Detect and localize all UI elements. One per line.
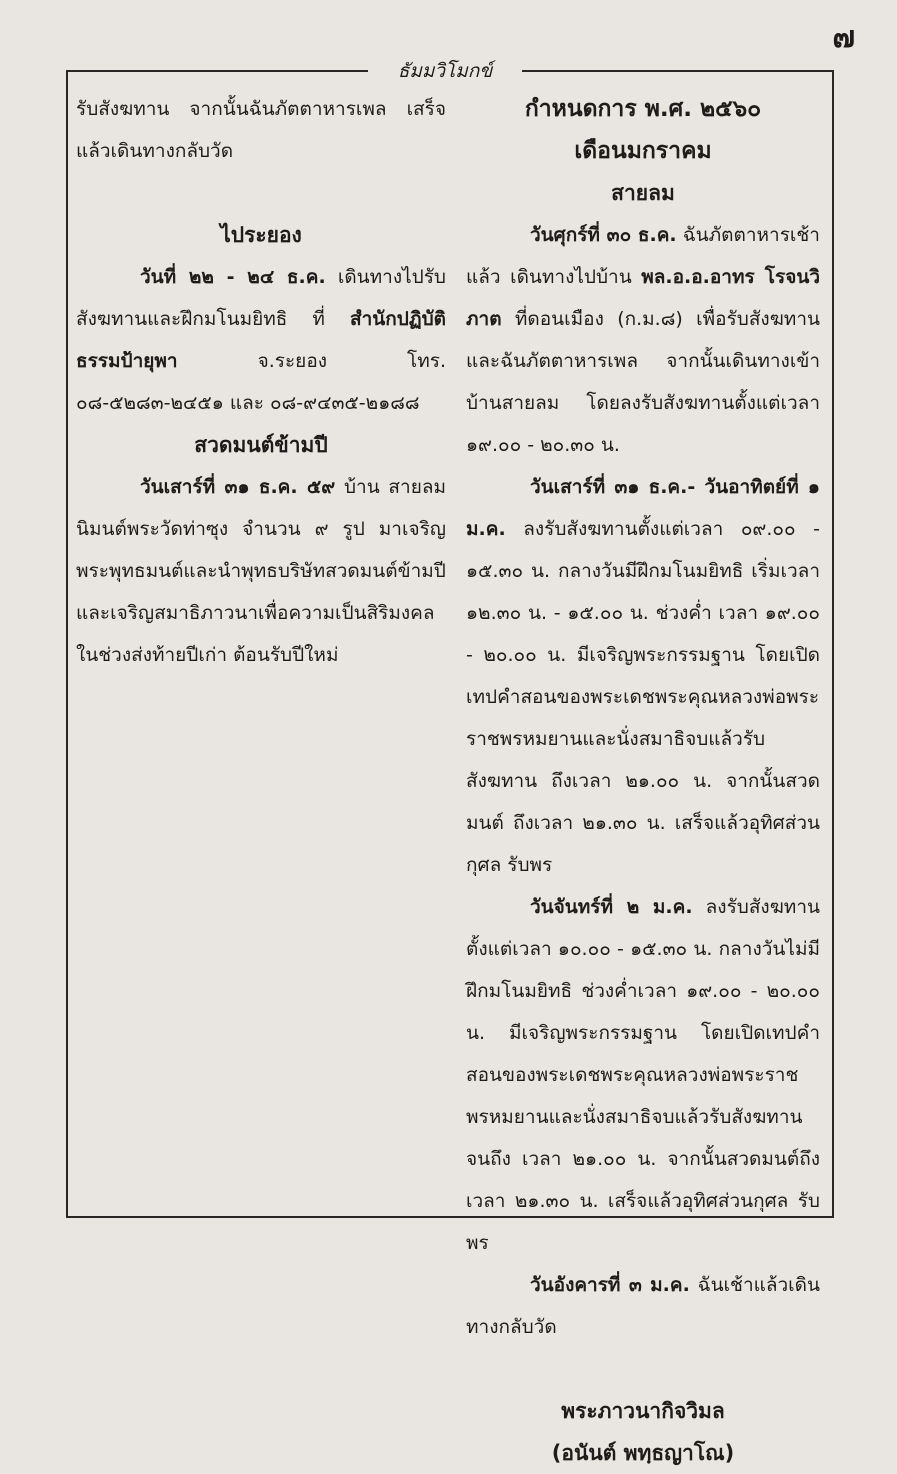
schedule-title: กำหนดการ พ.ศ. ๒๕๖๐ [524, 96, 762, 122]
intro-paragraph: รับสังฆทาน จากนั้นฉันภัตตาหารเพล เสร็จแล้วเดินทางกลับวัด [76, 98, 446, 162]
paragraph-text: บ้าน สายลม นิมนต์พระวัดท่าซุง จำนวน ๙ รูป มาเจริญพระพุทธมนต์และนำพุทธบริษัทสวดมนต์ข้ามปี และเจริญสมาธิภาวนาเพื่อความเป็นสิริมงคลในช่วงส่งท้ายปีเก่า ต้อนรับปีใหม่ [76, 476, 447, 666]
paragraph-text: ที่ดอนเมือง (ก.ม.๘) เพื่อรับสังฆทานและฉันภัตตาหารเพล จากนั้นเดินทางเข้าบ้านสายลม โดยลงรับสังฆทานตั้งแต่เวลา ๑๙.๐๐ - ๒๐.๓๐ น. [466, 308, 820, 456]
paragraph-text: ลงรับสังฆทาน ตั้งแต่เวลา ๑๐.๐๐ - ๑๕.๓๐ น. กลางวันไม่มีฝึกมโนมยิทธิ ช่วงค่ำเวลา ๑๙.๐๐ - ๒๐.๐๐ น. มีเจริญพระกรรมฐาน โดยเปิดเทปคำสอนของพระเดชพระคุณหลวงพ่อพระราชพรหมยานและนั่งสมาธิจบแล้วรับสังฆทานจนถึง เวลา ๒๑.๐๐ น. จากนั้นสวดมนต์ถึงเวลา ๒๑.๓๐ น. เสร็จแล้วอุทิศส่วนกุศล รับพร [466, 896, 820, 1254]
section-heading-rayong: ไประยอง [220, 223, 302, 247]
date-lead: วันที่ ๒๒ - ๒๔ ธ.ค. [140, 266, 326, 288]
date-lead: วันเสาร์ที่ ๓๑ ธ.ค. ๕๙ [140, 476, 336, 498]
paragraph-text: ลงรับสังฆทานตั้งแต่เวลา ๐๙.๐๐ - ๑๕.๓๐ น. กลางวันมีฝึกมโนมยิทธิ เริ่มเวลา ๑๒.๓๐ น. - ๑๕.๐๐ น. ช่วงค่ำ เวลา ๑๙.๐๐ - ๒๐.๐๐ น. มีเจริญพระกรรมฐาน โดยเปิดเทปคำสอนของพระเดชพระคุณหลวงพ่อพระราชพรหมยานและนั่งสมาธิจบแล้วรับสังฆทาน ถึงเวลา ๒๑.๐๐ น. จากนั้นสวดมนต์ ถึงเวลา ๒๑.๓๐ น. เสร็จแล้วอุทิศส่วนกุศล รับพร [466, 518, 820, 876]
date-lead: วันจันทร์ที่ ๒ ม.ค. [530, 896, 693, 918]
right-column [466, 88, 820, 1465]
schedule-item-monday [466, 886, 820, 1264]
chanting-paragraph [76, 466, 446, 676]
paragraph-text: ฉันเช้าแล้วเดินทางกลับวัด [466, 1274, 820, 1338]
signature-subtitle: (อนันต์ พทฺธญาโณ) [551, 1441, 735, 1465]
host-name: พล.อ.อ.อาทร โรจนวิภาต [466, 266, 820, 330]
header-rule-right [522, 70, 832, 72]
page-number: ๗ [832, 20, 855, 55]
header-rule-left [68, 70, 368, 72]
page-frame [66, 60, 834, 1465]
paragraph-text: จ.ระยอง โทร. ๐๘-๕๒๘๓-๒๔๕๑ และ ๐๘-๙๔๓๕-๒๑๘๘ [76, 350, 446, 414]
schedule-item-saturday [466, 466, 820, 886]
signature-name: พระภาวนากิจวิมล [561, 1399, 725, 1423]
schedule-item-tuesday [466, 1264, 820, 1348]
date-lead: วันศุกร์ที่ ๓๐ ธ.ค. [530, 224, 677, 246]
left-column [76, 88, 446, 1196]
rayong-paragraph [76, 256, 446, 424]
place-name: สำนักปฏิบัติธรรมป้ายุพา [76, 308, 446, 372]
place-heading: สายลม [611, 181, 675, 205]
running-head: ธัมมวิโมกข์ [397, 60, 493, 82]
schedule-item-friday [466, 214, 820, 466]
paragraph-text: เดินทางไปรับสังฆทานและฝึกมโนมยิทธิ ที่ [76, 266, 446, 330]
date-lead: วันเสาร์ที่ ๓๑ ธ.ค.- วันอาทิตย์ที่ ๑ ม.ค. [466, 476, 820, 540]
date-lead: วันอังคารที่ ๓ ม.ค. [530, 1274, 690, 1296]
section-heading-chanting: สวดมนต์ข้ามปี [194, 433, 328, 457]
month-heading: เดือนมกราคม [574, 138, 712, 164]
paragraph-text: ฉันภัตตาหารเช้าแล้ว เดินทางไปบ้าน [466, 224, 820, 288]
